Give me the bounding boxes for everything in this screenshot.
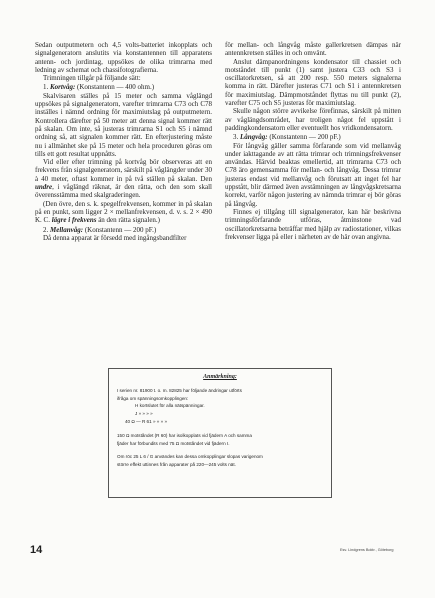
left-column: [35, 41, 212, 242]
right-column: [225, 41, 401, 241]
section-shortwave-heading: 1. Kortvåg: (Konstantenn — 400 ohm.): [43, 83, 155, 92]
section-longwave-heading: 3. Långvåg: (Konstantenn — 200 pF.): [233, 133, 341, 142]
note-line: 40 Ω — R 61 » » » »: [125, 418, 167, 424]
continued-paragraph: för mellan- och långvåg måste gallerkretsen dämpas när antennkretsen ställes in och omvänt.: [225, 41, 401, 58]
intro-paragraph: Sedan outputmetern och 4,5 volts-batteriet inkopplats och signalgeneratorn anslutits via konstantennen till apparatens antenn- och jordintag, uppsökes de olika trimrarna med ledning av schemat och chassifotografierna.: [35, 41, 212, 74]
no-generator-paragraph: Finnes ej tillgång till signalgenerator, kan här beskrivna trimningsförfarande utföras, åtminstone vad oscillatorkretsarna beträffar med hjälp av radiostationer, vilkas frekvenser ligga på eller i närheten av de här ovan angivna.: [225, 207, 401, 241]
page-number: 14: [30, 544, 43, 556]
trimming-intro: Trimningen tillgår på följande sätt:: [43, 74, 141, 83]
printer-credit: Esv. Lindgrens Boktr., Göteborg: [340, 548, 394, 552]
deviation-paragraph: Skulle någon större avvikelse förefinnas, särskilt på mitten av våglängdsområdet, har troligen något fel uppstått i paddingkondensatorn eller eventuellt hos vridkondensatorn.: [225, 107, 401, 132]
note-line: fjäder har förbundits med 75 Ω motståndet vid fjädern I.: [117, 440, 230, 446]
note-box: [108, 368, 332, 498]
damping-paragraph: Anslut dämpanordningens kondensator till chassiet och motståndet till punkt (1) samt justera C33 och S3 i oscillatorkretsen, så att 200 resp. 550 meters signalerna komma in rätt. Därefter justeras C71 och S1 i antennkretsen för maximiutslag. Dämpmotståndet flyttas nu till punkt (2), varefter C75 och S5 justeras för maximiutslag.: [225, 57, 401, 108]
note-line: J » » » »: [135, 411, 153, 417]
note-line: H kortslutet för alla nätspänningar.: [135, 403, 205, 409]
note-title: Anmärkning:: [203, 374, 237, 380]
shortwave-paragraph: Skalvisaren ställes på 15 meter och samma våglängd uppsökes på signalgeneratorn, varefter trimrarna C73 och C78 inställes i nämnd ordning för maximiutslag på outputmetern. Kontrollera därefter på 50 meter att denna signal kommer rätt på skalan. Om inte, så justeras trimrarna S1 och S5 i nämnd ordning så, att signalen kommer rätt. En efterjustering måste nu i allmänhet ske på 15 meter och hela proceduren göras om tills ett gott resultat uppnåtts.: [35, 91, 212, 158]
longwave-paragraph: För långvåg gäller samma förfarande som vid mellanvåg under iakttagande av att rätta trimrar och trimningsfrekvenser användas. Härvid beaktas emellertid, att trimrarna C73 och C78 äro gemensamma för mellan- och långvåg. Dessa trimrar justeras endast vid mellanvåg och förutsatt att inget fel har uppstått, blir därmed även avstämningen av långvågskretsarna korrekt, varför någon justering av nämnda trimrar ej bör göras på långvåg.: [225, 141, 401, 208]
note-line: 150 Ω motståndet (R 60) har isolkopplats vid fjädern A och samma: [117, 432, 252, 438]
note-line: större effekt uttinnes från apparater på 220—245 volts nät.: [117, 462, 236, 468]
image-frequency-paragraph: (Den övre, den s. k. spegelfrekvensen, kommer in på skalan på en punkt, som ligger 2 × mellanfrekvensen, d. v. s. 2 × 490 K. C. lägre i frekvens än den rätta signalen.): [35, 199, 212, 225]
note-line: ifråga om spänningsomkopplingen:: [117, 395, 189, 401]
note-line: Om röc 25 L 6 / G användes kan dessa omkopplingar slopas varigenom: [117, 454, 263, 460]
mediumwave-paragraph: Då denna apparat är försedd med ingångsbandfilter: [43, 233, 187, 242]
note-line: I serien nr. 81900 t. o. m. 82825 har följande ändringar utförts: [117, 387, 242, 393]
section-mediumwave-heading: 2. Mellanvåg: (Konstantenn — 200 pF.): [43, 225, 157, 234]
observation-paragraph: Vid eller efter trimning på kortvåg bör observeras att en frekvens från signalgeneratorn, särskilt på våglängder under 30 à 40 meter, oftast kommer in på två ställen på skalan. Den undre, i våglängd räknat, är den rätta, och den som skall överensstämma med skalgraderingen.: [35, 158, 212, 200]
